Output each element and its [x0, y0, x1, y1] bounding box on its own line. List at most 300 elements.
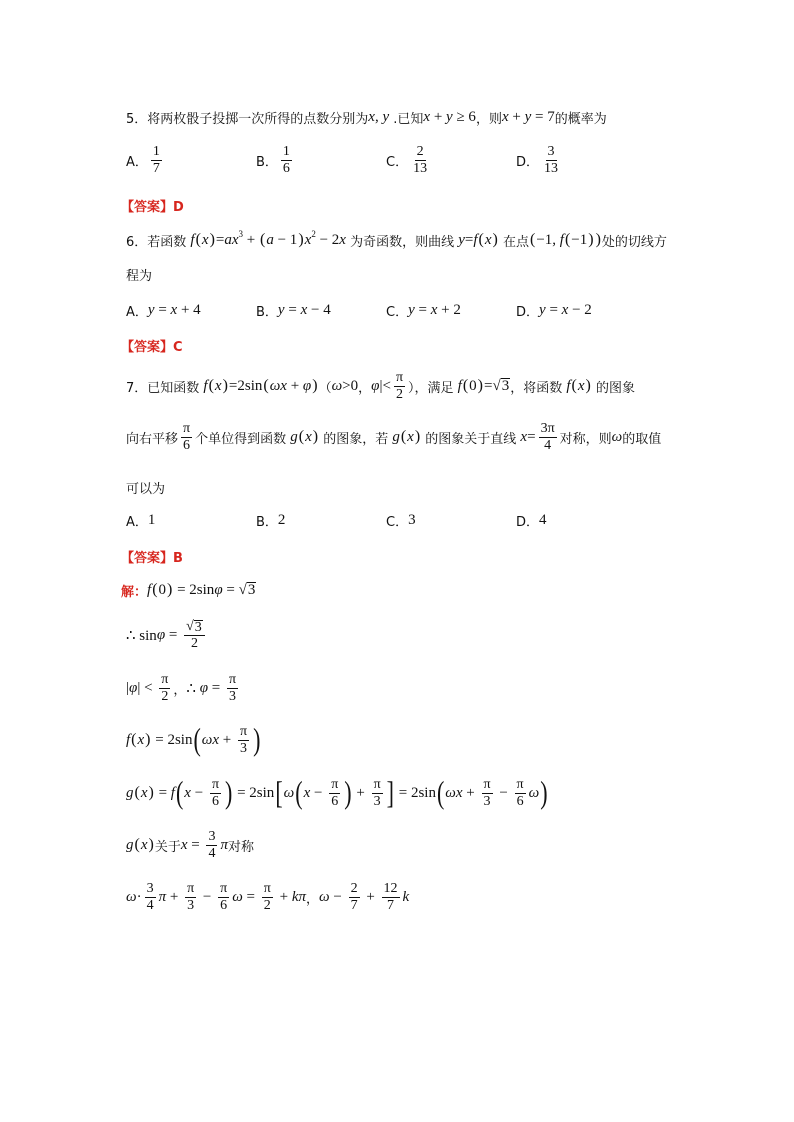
fraction-denominator: 4: [544, 437, 552, 453]
paren: ): [148, 836, 154, 853]
math-italic: x: [305, 428, 312, 445]
question-6-stem-line-1: [126, 220, 667, 260]
text-run: 关于: [154, 839, 181, 855]
fraction: [145, 882, 156, 913]
math-italic: φ: [199, 679, 208, 696]
math-italic: ω: [283, 784, 295, 801]
text-run: 在点: [498, 234, 529, 250]
math-italic: x: [180, 836, 188, 853]
math-symbol: =: [187, 836, 204, 853]
math-italic: kπ: [291, 888, 306, 905]
math-symbol: >0: [342, 377, 359, 394]
question-5-options: [126, 140, 646, 180]
question-7-option-c: [386, 500, 516, 540]
math-symbol: =: [154, 301, 171, 318]
answer-label: 【答案】C: [121, 339, 183, 355]
radicand: √ 3: [501, 378, 510, 394]
text-run: C．: [386, 304, 409, 320]
text-run: 7．已知函数: [126, 380, 204, 396]
text-run: ，: [306, 891, 320, 907]
math-italic: x: [577, 377, 585, 394]
question-6-stem-line-2: [126, 254, 152, 294]
paren: ): [477, 377, 483, 394]
math-symbol: = 2sin: [151, 731, 193, 748]
math-symbol: = 7: [531, 108, 555, 125]
fraction: [262, 882, 273, 913]
question-5-option-b: [256, 140, 386, 180]
fraction: [482, 778, 493, 809]
math-symbol: =: [222, 581, 239, 598]
fraction-denominator: 6: [331, 793, 339, 809]
math-italic: g: [126, 836, 134, 853]
fraction: [542, 145, 560, 176]
paren: (: [571, 377, 577, 394]
math-symbol: +: [286, 377, 303, 394]
math-symbol: 0: [158, 581, 167, 598]
big-bracket: ]: [386, 774, 394, 811]
math-italic: x: [303, 784, 311, 801]
fraction-denominator: 7: [350, 897, 358, 913]
solution-line-5: [126, 773, 549, 813]
math-italic: x: [170, 301, 178, 318]
fraction-denominator: 6: [282, 160, 290, 176]
fraction: [394, 371, 405, 402]
math-symbol: =: [464, 231, 474, 248]
fraction: [238, 725, 249, 756]
math-italic: g: [126, 784, 134, 801]
text-run: 个单位得到函数: [195, 431, 291, 447]
math-italic: ω: [528, 784, 540, 801]
fraction-numerator: π: [240, 723, 248, 739]
fraction-numerator: π: [220, 880, 228, 896]
question-5-option-d: [516, 140, 646, 180]
question-7-stem-line-1: [126, 366, 635, 406]
big-bracket: (: [436, 774, 445, 811]
fraction-denominator: 3: [483, 793, 491, 809]
text-run: A．: [126, 304, 148, 320]
text-run: B．: [256, 304, 278, 320]
fraction-denominator: 2: [395, 386, 403, 402]
fraction-denominator: 13: [544, 160, 559, 176]
text-run: B．: [256, 154, 278, 170]
math-italic: x: [501, 108, 509, 125]
math-symbol: +: [462, 784, 479, 801]
question-6-answer: [121, 325, 183, 365]
text-run: 的图象关于直线: [421, 431, 521, 447]
big-bracket: (: [193, 721, 201, 758]
fraction-numerator: π: [187, 880, 195, 896]
fraction-denominator: 13: [413, 160, 428, 176]
text-run: D．: [516, 304, 540, 320]
big-bracket: (: [295, 774, 303, 811]
math-symbol: −1,: [536, 231, 560, 248]
math-italic: ωx: [445, 784, 463, 801]
fraction-denominator: 2: [161, 688, 169, 704]
text-run: .已知: [389, 111, 424, 127]
text-run: C．: [386, 154, 409, 170]
paren: (: [400, 428, 407, 445]
math-symbol: +: [219, 731, 236, 748]
question-5-option-c: [386, 140, 516, 180]
question-6-option-b: [256, 290, 386, 330]
fraction: [151, 145, 162, 176]
text-run: 程为: [126, 268, 153, 284]
fraction-numerator: 12: [383, 880, 398, 896]
paren: ): [595, 231, 601, 248]
math-symbol: + 2: [437, 301, 461, 318]
question-5-stem: [126, 97, 607, 137]
math-italic: f: [126, 731, 131, 748]
paren: ): [312, 428, 319, 445]
paren: ): [145, 731, 151, 748]
math-symbol: ·: [136, 888, 142, 905]
fraction-numerator: 3: [208, 828, 216, 844]
paren: (: [134, 784, 140, 801]
fraction: [372, 778, 383, 809]
math-symbol: = 2sin: [394, 784, 436, 801]
fraction: [515, 778, 526, 809]
math-italic: ω: [126, 888, 137, 905]
text-run: 6．若函数: [126, 234, 191, 250]
math-italic: y: [408, 301, 415, 318]
text-run: B．: [256, 514, 278, 530]
math-symbol: +: [362, 888, 379, 905]
math-symbol: =: [545, 301, 562, 318]
math-italic: g: [290, 428, 298, 445]
big-bracket: (: [175, 774, 184, 811]
math-symbol: −: [329, 888, 346, 905]
paren: ): [298, 231, 304, 248]
fraction-numerator: 1: [152, 143, 160, 159]
math-italic: f: [566, 377, 571, 394]
paren: ): [222, 377, 228, 394]
paren: ): [312, 377, 318, 394]
paren: (: [260, 231, 266, 248]
text-run: 处的切线方: [601, 234, 667, 250]
paren: ): [588, 231, 594, 248]
question-7-option-b: [256, 500, 386, 540]
text-run: C．: [386, 514, 409, 530]
math-symbol: |: [126, 679, 130, 696]
fraction-numerator: [184, 620, 205, 636]
paren: (: [152, 581, 158, 598]
text-run: 5．将两枚骰子投掷一次所得的点数分别为: [126, 111, 369, 127]
big-bracket: ): [540, 774, 548, 811]
fraction-numerator: π: [161, 671, 169, 687]
fraction-numerator: 3: [146, 880, 154, 896]
solution-line-3: [126, 668, 241, 708]
text-run: 可以为: [126, 481, 166, 497]
paren: ): [167, 581, 173, 598]
superscript: 2: [311, 229, 316, 239]
math-symbol: −1: [571, 231, 588, 248]
math-symbol: −: [495, 784, 512, 801]
paren: ): [414, 428, 421, 445]
paren: (: [462, 377, 469, 394]
math-italic: y: [147, 301, 155, 318]
fraction-denominator: 4: [208, 845, 216, 861]
fraction-denominator: 6: [516, 793, 524, 809]
fraction-denominator: 7: [152, 160, 160, 176]
math-italic: f: [473, 231, 478, 248]
math-italic: f: [457, 377, 462, 394]
math-symbol: =: [527, 428, 536, 445]
math-italic: k: [402, 888, 410, 905]
math-symbol: 3: [408, 511, 416, 528]
fraction-numerator: π: [331, 776, 339, 792]
math-italic: ωx: [201, 731, 220, 748]
math-italic: ω: [331, 377, 343, 394]
math-symbol: − 2: [315, 231, 340, 248]
fraction-denominator: 7: [387, 897, 395, 913]
paren: (: [298, 428, 305, 445]
fraction-denominator: 3: [229, 688, 236, 704]
fraction: [227, 673, 238, 704]
fraction-numerator: π: [183, 420, 191, 436]
fraction: [206, 830, 217, 861]
math-italic: x: [520, 428, 528, 445]
solution-line-4: [126, 720, 261, 760]
math-symbol: 2: [277, 511, 286, 528]
fraction-numerator: π: [483, 776, 491, 792]
math-symbol: + 4: [177, 301, 201, 318]
math-symbol: =: [242, 888, 259, 905]
text-run: 对称，则: [559, 431, 612, 447]
math-symbol: ∴ sin: [126, 627, 157, 644]
math-symbol: +: [243, 231, 260, 248]
answer-label: 解：: [121, 584, 148, 600]
math-symbol: − 2: [568, 301, 592, 318]
paren: ): [209, 231, 215, 248]
math-symbol: −: [199, 888, 216, 905]
square-root: [492, 378, 510, 394]
math-italic: f: [559, 231, 564, 248]
fraction-denominator: 2: [263, 897, 271, 913]
question-7-option-a: [126, 500, 256, 540]
text-run: D．: [516, 514, 540, 530]
paren: (: [134, 836, 140, 853]
fraction: [210, 778, 221, 809]
big-bracket: ): [344, 774, 352, 811]
math-italic: f: [147, 581, 152, 598]
paren: ): [492, 231, 498, 248]
math-symbol: +: [508, 108, 525, 125]
math-italic: x: [137, 731, 145, 748]
math-symbol: −: [190, 784, 207, 801]
square-root: [186, 620, 203, 634]
math-symbol: − 1: [273, 231, 298, 248]
text-run: ，则: [475, 111, 502, 127]
math-symbol: =: [165, 626, 182, 643]
math-italic: φ: [214, 581, 223, 598]
solution-line-1: [121, 570, 256, 610]
fraction-denominator: 3: [187, 897, 195, 913]
text-run: ，将函数: [510, 380, 567, 396]
math-italic: f: [190, 231, 195, 248]
question-7-options: [126, 500, 646, 540]
math-symbol: ∴: [186, 680, 200, 697]
solution-line-2: [126, 615, 208, 655]
fraction-numerator: π: [373, 776, 381, 792]
answer-label: 【答案】B: [121, 550, 183, 566]
math-italic: y: [524, 108, 532, 125]
fraction-denominator: 6: [183, 437, 191, 453]
radicand: √ 3: [247, 582, 256, 598]
question-7-stem-line-2: [126, 417, 661, 457]
math-italic: x: [304, 231, 312, 248]
math-italic: ω: [319, 888, 330, 905]
math-italic: x: [407, 428, 414, 445]
math-italic: x: [368, 108, 375, 125]
math-italic: φ: [129, 679, 138, 696]
text-run: A．: [126, 514, 148, 530]
fraction: [539, 422, 557, 453]
solution-line-7: [126, 877, 409, 917]
math-italic: y: [458, 231, 465, 248]
math-italic: y: [539, 301, 546, 318]
fraction: [185, 882, 196, 913]
math-symbol: | <: [137, 679, 157, 696]
math-italic: x: [423, 108, 431, 125]
math-italic: x: [214, 377, 222, 394]
math-symbol: =2sin: [228, 377, 263, 394]
fraction-denominator: 2: [190, 635, 198, 651]
fraction: [184, 620, 205, 651]
math-italic: φ: [371, 377, 380, 394]
fraction: [281, 145, 292, 176]
math-symbol: 1: [147, 511, 156, 528]
text-run: 的概率为: [554, 111, 607, 127]
math-italic: y: [277, 301, 285, 318]
fraction-numerator: 3π: [540, 420, 555, 436]
math-italic: f: [203, 377, 208, 394]
math-symbol: 4: [539, 511, 547, 528]
math-italic: ω: [232, 888, 243, 905]
text-run: A．: [126, 154, 148, 170]
paren: ): [148, 784, 154, 801]
math-symbol: −: [310, 784, 327, 801]
math-italic: x: [430, 301, 438, 318]
math-symbol: =: [154, 784, 171, 801]
math-symbol: ≥ 6: [452, 108, 476, 125]
math-italic: ω: [611, 428, 623, 445]
math-italic: ωx: [269, 377, 287, 394]
text-run: ，: [358, 380, 372, 396]
fraction-numerator: π: [395, 369, 404, 385]
fraction-numerator: π: [263, 880, 271, 896]
math-symbol: +: [430, 108, 447, 125]
math-italic: x: [140, 836, 148, 853]
math-symbol: =: [483, 377, 493, 394]
math-symbol: ,: [374, 108, 383, 125]
text-run: 的图象: [591, 380, 635, 396]
math-italic: π: [220, 836, 228, 853]
math-italic: y: [446, 108, 453, 125]
radicand: √ 3: [194, 619, 202, 635]
fraction-numerator: π: [516, 776, 524, 792]
question-5-answer: [121, 185, 184, 225]
text-run: 对称: [228, 839, 255, 855]
fraction-numerator: 2: [350, 880, 358, 896]
fraction-numerator: 2: [416, 143, 424, 159]
math-italic: x: [300, 301, 308, 318]
math-italic: g: [392, 428, 400, 445]
fraction: [181, 422, 192, 453]
fraction-numerator: π: [211, 776, 220, 792]
math-symbol: = 2sin: [173, 581, 215, 598]
math-italic: ax: [224, 231, 239, 248]
text-run: ，: [173, 682, 187, 698]
math-italic: y: [382, 108, 390, 125]
big-bracket: ): [253, 721, 261, 758]
math-symbol: +: [275, 888, 292, 905]
question-7-option-d: [516, 500, 646, 540]
math-italic: a: [266, 231, 274, 248]
fraction-numerator: 3: [547, 143, 555, 159]
math-italic: x: [484, 231, 492, 248]
big-bracket: ): [225, 774, 233, 811]
square-root: [239, 582, 257, 598]
paren: (: [208, 377, 214, 394]
math-italic: φ: [156, 626, 166, 643]
question-6-option-a: [126, 290, 256, 330]
big-bracket: [: [275, 774, 283, 811]
text-run: 为奇函数，则曲线: [345, 234, 459, 250]
paren: (: [530, 231, 536, 248]
question-5-option-a: [126, 140, 256, 180]
math-italic: x: [201, 231, 209, 248]
fraction: [411, 145, 429, 176]
question-6-option-d: [516, 290, 646, 330]
fraction: [218, 882, 229, 913]
paren: (: [478, 231, 484, 248]
math-italic: φ: [302, 377, 312, 394]
text-run: 向右平移: [126, 431, 179, 447]
text-run: （: [318, 380, 332, 396]
math-italic: x: [339, 231, 346, 248]
question-6-options: [126, 290, 646, 330]
fraction: [349, 882, 360, 913]
math-symbol: − 4: [307, 301, 331, 318]
math-italic: x: [561, 301, 569, 318]
fraction-denominator: 3: [373, 793, 381, 809]
math-symbol: +: [166, 888, 183, 905]
math-symbol: 0: [469, 377, 477, 394]
fraction: [382, 882, 400, 913]
paren: (: [195, 231, 201, 248]
solution-line-6: [126, 825, 254, 865]
math-symbol: =: [215, 231, 225, 248]
paren: ): [585, 377, 591, 394]
text-run: D．: [516, 154, 540, 170]
math-italic: π: [158, 888, 167, 905]
fraction: [329, 778, 340, 809]
math-symbol: =: [414, 301, 431, 318]
paren: (: [263, 377, 269, 394]
math-symbol: =: [208, 679, 224, 696]
superscript: 3: [238, 229, 244, 239]
math-italic: x: [140, 784, 148, 801]
paren: (: [564, 231, 571, 248]
math-symbol: = 2sin: [233, 784, 275, 801]
fraction-denominator: 4: [146, 897, 154, 913]
fraction: [159, 673, 170, 704]
answer-label: 【答案】D: [121, 199, 184, 215]
text-run: 的图象，若: [319, 431, 393, 447]
fraction-denominator: 3: [240, 740, 248, 756]
fraction-numerator: 1: [282, 143, 290, 159]
text-run: 的取值: [622, 431, 662, 447]
